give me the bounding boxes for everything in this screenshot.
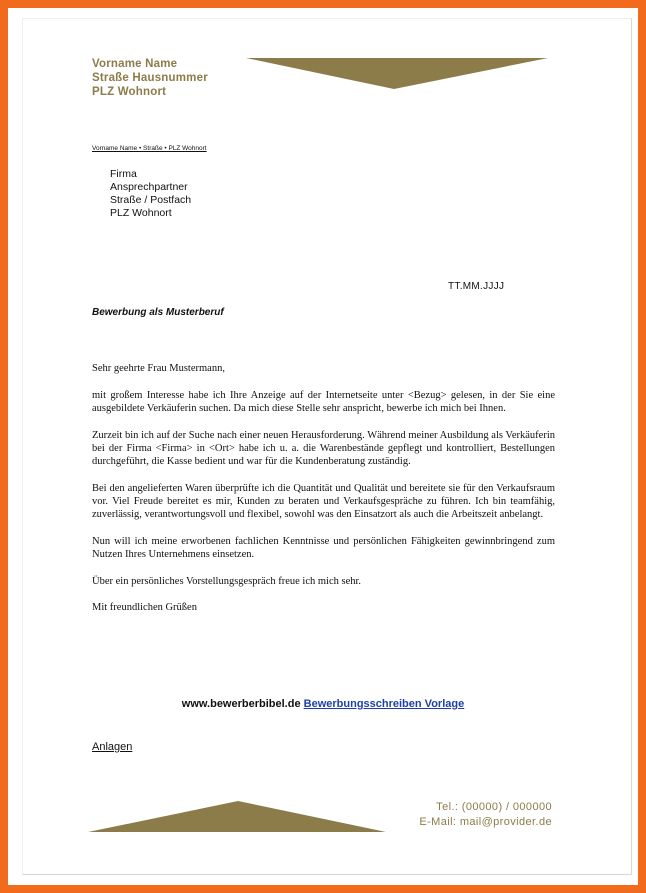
recipient-city: PLZ Wohnort [110, 207, 172, 219]
paragraph: Über ein persönliches Vorstellungsgespräch freue ich mich sehr. [92, 575, 362, 587]
paragraph: Zurzeit bin ich auf der Suche nach einer neuen Herausforderung. Während meiner Ausbildung als Verkäuferin bei der Firma <Firma> in <Ort> habe ich u. a. die Warenbestände gepflegt und kontrolliert, Bestellungen durchgeführt, die Kasse bedient und war für die Kundenberatung zuständig. [92, 429, 555, 468]
contact-phone: Tel.: (00000) / 000000 [436, 801, 552, 813]
recipient-contact: Ansprechpartner [110, 181, 188, 193]
footer-credit [8, 698, 638, 710]
sender-name: Vorname Name [92, 58, 178, 70]
attachments-label: Anlagen [92, 741, 133, 753]
contact-email: E-Mail: mail@provider.de [419, 815, 552, 828]
top-triangle-decoration [246, 58, 548, 90]
template-link[interactable]: Bewerbungsschreiben Vorlage [303, 698, 465, 710]
paragraph: mit großem Interesse habe ich Ihre Anzeige auf der Internetseite unter <Bezug> gelesen, in der Sie eine ausgebildete Verkäuferin suchen. Da mich diese Stelle sehr anspricht, bewerbe ich mich bei Ihnen. [92, 389, 555, 414]
greeting: Sehr geehrte Frau Mustermann, [92, 363, 225, 374]
recipient-company: Firma [110, 168, 137, 180]
sender-block [92, 57, 208, 99]
footer-site: www.bewerberbibel.de [181, 698, 301, 710]
recipient-street: Straße / Postfach [110, 194, 192, 206]
paragraph: Bei den angelieferten Waren überprüfte ich die Quantität und Qualität und bereitete sie für den Verkaufsraum vor. Viel Freude bereitet es mir, Kunden zu beraten und Verkaufsgespräche zu führen. Ich bin teamfähig, zuverlässig, verantwortungsvoll und flexibel, sowohl was den Einsatzort als auch die Arbeitszeit anbelangt. [92, 482, 555, 521]
contact-block [419, 800, 552, 829]
sender-street: Straße Hausnummer [92, 72, 208, 84]
letter-subject: Bewerbung als Musterberuf [92, 307, 224, 318]
bottom-triangle-decoration [88, 801, 386, 833]
paragraph: Nun will ich meine erworbenen fachlichen Kenntnisse und persönlichen Fähigkeiten gewinnbringend zum Nutzen Ihres Unternehmens einsetzen. [92, 535, 555, 561]
sender-city: PLZ Wohnort [92, 86, 167, 98]
letter-body [92, 362, 555, 628]
letter-date: TT.MM.JJJJ [448, 281, 505, 292]
closing: Mit freundlichen Grüßen [92, 602, 197, 614]
return-address-line: Vorname Name • Straße • PLZ Wohnort [92, 145, 207, 152]
recipient-block [110, 168, 191, 220]
letter-page [8, 8, 638, 885]
